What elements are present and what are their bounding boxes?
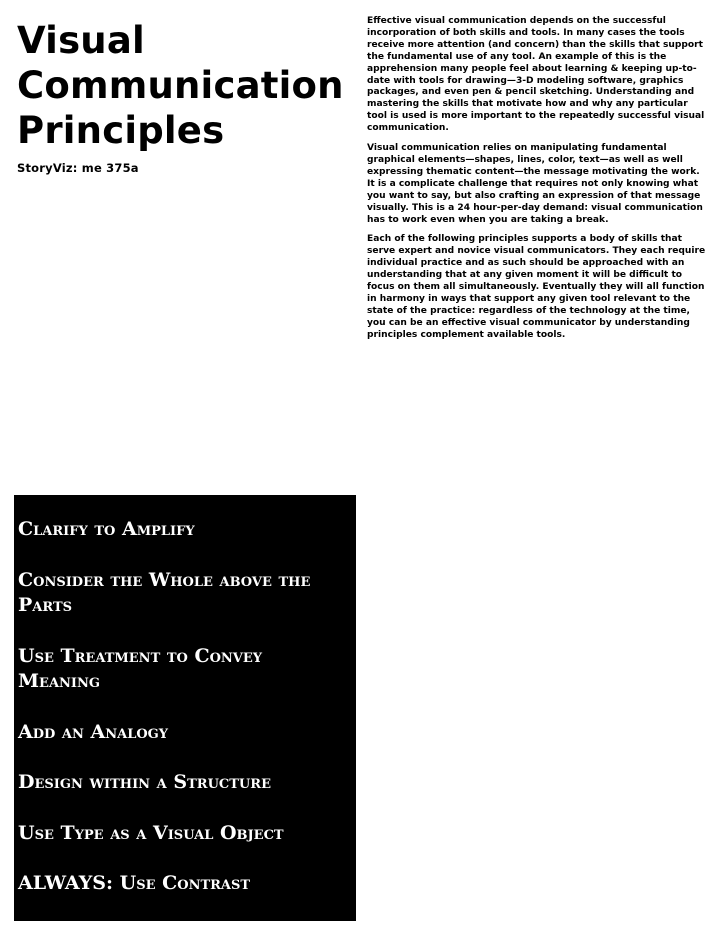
intro-paragraph-3: Each of the following principles supports a body of skills that serve expert and novice visual communicators. They each require individual practice and as such should be approached with an understanding that at any given moment it will be difficult to focus on them all simultaneously. Eventually they will all function in harmony in ways that support any given tool relevant to the state of the practice: regardless of the technology at the time, you can be an effective visual communicator by understanding principles complement available tools. bbox=[367, 234, 706, 340]
principle-item: Add an Analogy bbox=[18, 720, 169, 743]
intro-text bbox=[367, 16, 710, 350]
principle-item: Clarify to Amplify bbox=[18, 518, 195, 540]
title-line-1: Visual bbox=[17, 19, 145, 62]
page-title bbox=[17, 18, 347, 153]
title-line-2: Communication bbox=[17, 64, 344, 107]
principle-item: Use Treatment to Convey Meaning bbox=[18, 644, 263, 692]
principles-list bbox=[18, 517, 356, 897]
principle-item: Design within a Structure bbox=[18, 771, 271, 793]
title-line-3: Principles bbox=[17, 109, 225, 152]
principles-panel bbox=[14, 495, 356, 921]
principle-item: Consider the Whole above the Parts bbox=[18, 568, 311, 616]
principle-item: ALWAYS: Use Contrast bbox=[18, 872, 251, 894]
intro-paragraph-1: Effective visual communication depends on the successful incorporation of both skills and tools. In many cases the tools receive more attention (and concern) than the skills that support the fundamental use of any tool. An example of this is the apprehension many people feel about learning & keeping up-to-date with tools for drawing—3-D modeling software, graphics packages, and even pen & pencil sketching. Understanding and mastering the skills that motivate how and why any particular tool is used is more important to the repeatedly successful visual communication. bbox=[367, 16, 705, 134]
course-subtitle: StoryViz: me 375a bbox=[17, 161, 139, 175]
intro-paragraph-2: Visual communication relies on manipulating fundamental graphical elements—shapes, lines, color, text—as well as well expressing thematic content—the message motivating the work. It is a complicate challenge that requires not only knowing what you want to say, but also crafting an expression of that message visually. This is a 24 hour-per-day demand: visual communication has to work even when you are taking a break. bbox=[367, 143, 703, 225]
title-block bbox=[17, 18, 347, 175]
principle-item: Use Type as a Visual Object bbox=[18, 821, 284, 844]
